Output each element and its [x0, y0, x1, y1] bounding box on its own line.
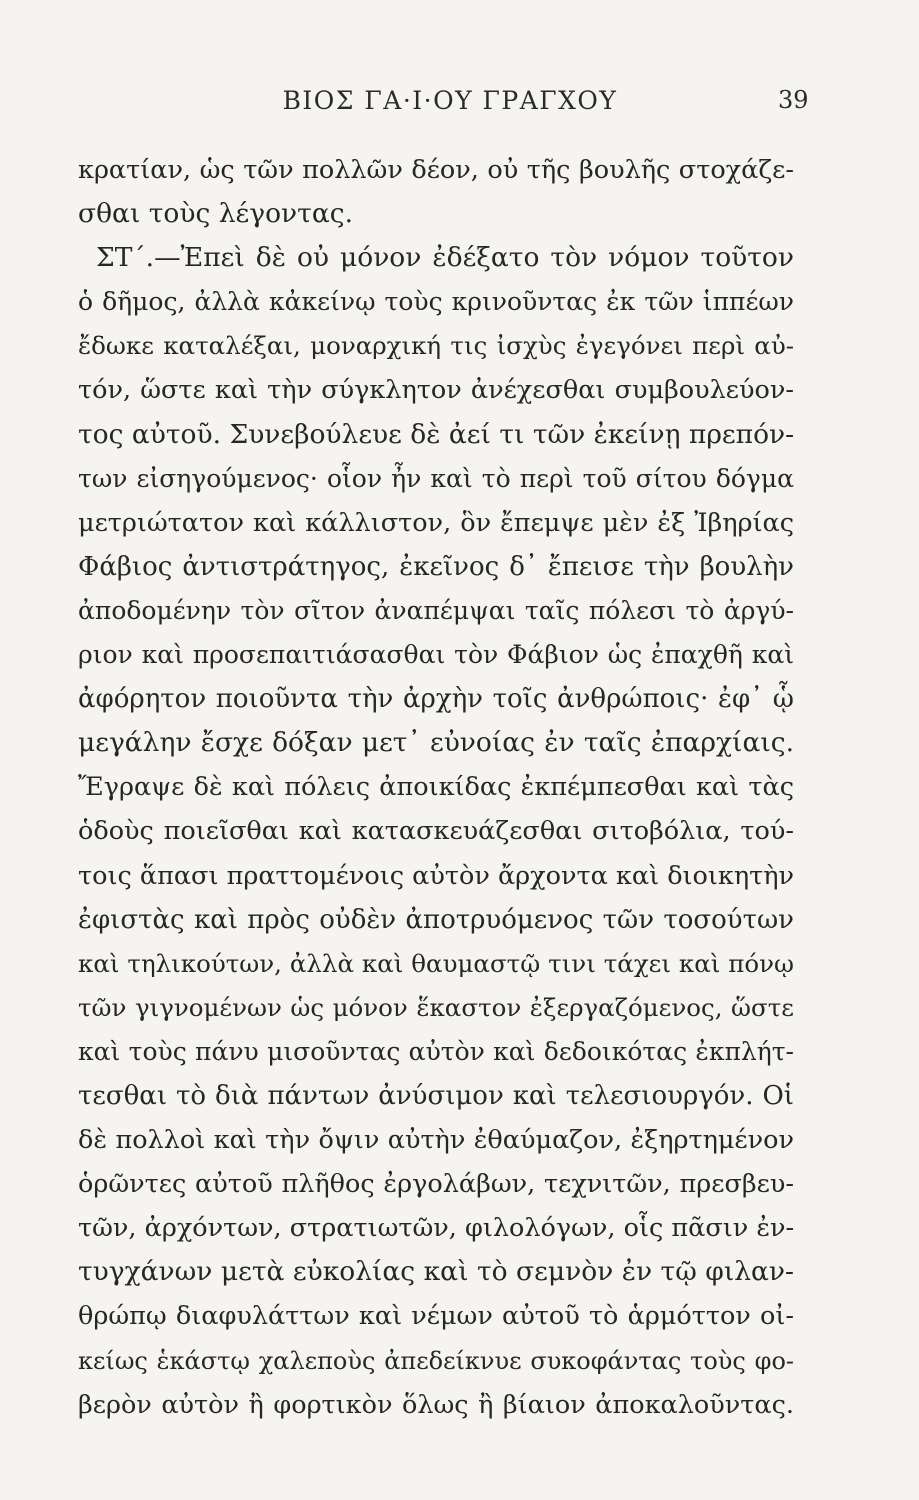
text-line: βερὸν αὐτὸν ἢ φορτικὸν ὅλως ἢ βίαιον ἀποκαλοῦντας. [78, 1389, 794, 1420]
text-line: Ἔγραψε δὲ καὶ πόλεις ἀποικίδας ἐκπέμπεσθαι καὶ τὰς [78, 772, 794, 803]
text-line: δὲ πολλοὶ καὶ τὴν ὄψιν αὐτὴν ἐθαύμαζον, ἐξηρτημένον [78, 1125, 794, 1156]
text-line: ἐφιστὰς καὶ πρὸς οὐδὲν ἀποτρυόμενος τῶν τοσούτων [78, 904, 794, 935]
page-number: 39 [778, 86, 809, 114]
text-line: τοις ἅπασι πραττομένοις αὐτὸν ἄρχοντα καὶ διοικητὴν [78, 860, 794, 891]
text-line: ἔδωκε καταλέξαι, μοναρχική τις ἰσχὺς ἐγεγόνει περὶ αὐ- [78, 331, 794, 361]
text-line: τυγχάνων μετὰ εὐκολίας καὶ τὸ σεμνὸν ἐν τῷ φιλαν- [78, 1256, 794, 1288]
text-line: τόν, ὥστε καὶ τὴν σύγκλητον ἀνέχεσθαι συμβουλεύον- [78, 375, 794, 406]
text-line: μεγάλην ἔσχε δόξαν μετ᾽ εὐνοίας ἐν ταῖς ἐπαρχίαις. [78, 727, 794, 759]
text-line: τῶν, ἀρχόντων, στρατιωτῶν, φιλολόγων, οἷς πᾶσιν ἐν- [78, 1213, 794, 1244]
body-text [78, 148, 794, 1427]
text-line: κείως ἑκάστῳ χαλεποὺς ἀπεδείκνυε συκοφάντας τοὺς φο- [78, 1346, 794, 1375]
text-line: των εἰσηγούμενος· οἷον ἦν καὶ τὸ περὶ τοῦ σίτου δόγμα [78, 463, 794, 493]
running-head-title: ΒΙΟΣ ΓΑ·Ι·ΟΥ ΓΡΑΓΧΟΥ [282, 86, 618, 115]
text-line: ριον καὶ προσεπαιτιάσασθαι τὸν Φάβιον ὡς ἐπαχθῆ καὶ [78, 640, 794, 670]
running-head [0, 86, 919, 126]
text-line: ὁ δῆμος, ἀλλὰ κἀκείνῳ τοὺς κρινοῦντας ἐκ τῶν ἱππέων [78, 287, 794, 317]
text-line: καὶ τηλικούτων, ἀλλὰ καὶ θαυμαστῷ τινι τάχει καὶ πόνῳ [78, 948, 794, 978]
text-line: καὶ τοὺς πάνυ μισοῦντας αὐτὸν καὶ δεδοικότας ἐκπλήτ- [78, 1036, 794, 1066]
text-line: ἀφόρητον ποιοῦντα τὴν ἀρχὴν τοῖς ἀνθρώποις· ἐφ᾽ ᾧ [78, 684, 794, 715]
text-line: κρατίαν, ὡς τῶν πολλῶν δέον, οὐ τῆς βουλῆς στοχάζε- [78, 155, 794, 185]
text-line: Φάβιος ἀντιστράτηγος, ἐκεῖνος δ᾽ ἔπεισε τὴν βουλὴν [78, 551, 794, 582]
text-line: σθαι τοὺς λέγοντας. [78, 198, 353, 230]
text-line: τῶν γιγνομένων ὡς μόνον ἕκαστον ἐξεργαζόμενος, ὥστε [78, 992, 794, 1022]
text-line: μετριώτατον καὶ κάλλιστον, ὃν ἔπεμψε μὲν ἐξ Ἰβηρίας [78, 507, 794, 538]
text-line: ἀποδομένην τὸν σῖτον ἀναπέμψαι ταῖς πόλεσι τὸ ἀργύ- [78, 595, 794, 625]
text-line: θρώπῳ διαφυλάττων καὶ νέμων αὐτοῦ τὸ ἁρμόττον οἰ- [78, 1301, 794, 1332]
text-line: ὁδοὺς ποιεῖσθαι καὶ κατασκευάζεσθαι σιτοβόλια, τού- [78, 816, 794, 847]
text-line: τος αὐτοῦ. Συνεβούλευε δὲ ἀεί τι τῶν ἐκείνῃ πρεπόν- [78, 418, 794, 450]
text-line: ὁρῶντες αὐτοῦ πλῆθος ἐργολάβων, τεχνιτῶν, πρεσβευ- [78, 1169, 794, 1200]
text-line: ΣΤ΄.—Ἐπεὶ δὲ οὐ μόνον ἐδέξατο τὸν νόμον τοῦτον [96, 242, 794, 274]
text-line: τεσθαι τὸ διὰ πάντων ἀνύσιμον καὶ τελεσιουργόν. Οἱ [78, 1080, 794, 1111]
